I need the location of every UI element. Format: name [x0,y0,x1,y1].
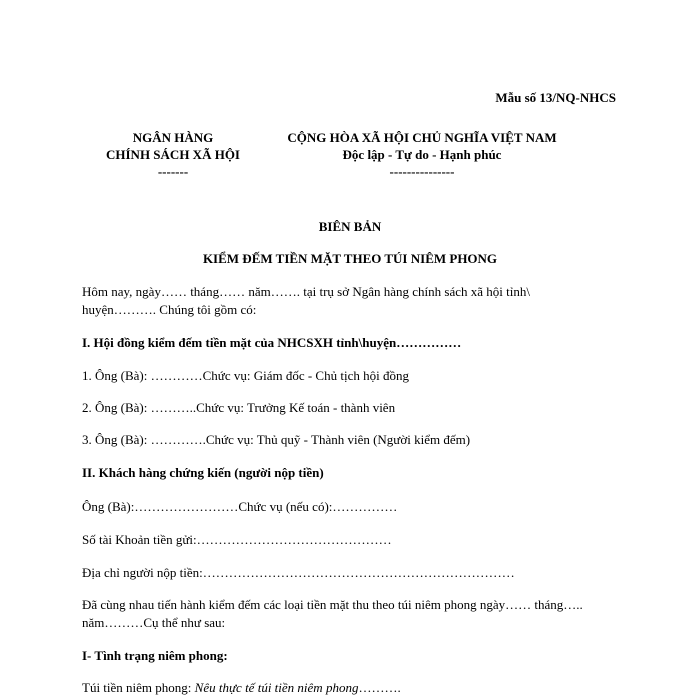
procedure-line-2: năm………Cụ thể như sau: [82,615,226,630]
member-1: 1. Ông (Bà): …………Chức vụ: Giám đốc - Chủ tịch hội đồng [82,368,409,383]
org-dashes: ------- [157,164,189,179]
section2-heading: II. Khách hàng chứng kiến (người nộp tiền) [82,465,324,480]
seal-status-heading: I- Tình trạng niêm phong: [82,648,228,663]
sealed-bag-line [82,680,401,696]
document-title: BIÊN BẢN [318,219,382,234]
address-field: Địa chỉ người nộp tiền:……………………………………………………………… [82,565,515,580]
national-dashes: --------------- [389,164,455,179]
intro-line-1: Hôm nay, ngày…… tháng…… năm……. tại trụ sở Ngân hàng chính sách xã hội tỉnh\ [82,284,530,299]
witness-name-field: Ông (Bà):……………………Chức vụ (nếu có):…………… [82,499,398,514]
member-2: 2. Ông (Bà): ………..Chức vụ: Trưởng Kế toán - thành viên [82,400,396,415]
document-subtitle: KIỂM ĐẾM TIỀN MẶT THEO TÚI NIÊM PHONG [202,251,498,266]
org-name-line2: CHÍNH SÁCH XÃ HỘI [106,147,240,162]
national-header [276,129,568,180]
org-header [100,129,246,180]
org-name-line1: NGÂN HÀNG [132,130,214,145]
account-number-field: Số tài Khoản tiền gửi:……………………………………… [82,532,392,547]
sealed-bag-dots: ………. [358,680,401,695]
sealed-bag-label: Túi tiền niêm phong: [82,680,195,695]
form-number: Mẫu số 13/NQ-NHCS [495,90,616,105]
procedure-line-1: Đã cùng nhau tiến hành kiểm đếm các loại tiền mặt thu theo túi niêm phong ngày…… tháng….. [82,597,583,612]
national-title: CỘNG HÒA XÃ HỘI CHỦ NGHĨA VIỆT NAM [287,130,557,145]
section1-heading: I. Hội đồng kiểm đếm tiền mặt của NHCSXH tỉnh\huyện…………… [82,335,462,350]
member-3: 3. Ông (Bà): ………….Chức vụ: Thủ quỹ - Thành viên (Người kiểm đếm) [82,432,471,447]
national-motto: Độc lập - Tự do - Hạnh phúc [342,147,502,162]
sealed-bag-note: Nêu thực tế túi tiền niêm phong [194,680,359,695]
intro-line-2: huyện………. Chúng tôi gồm có: [82,302,257,317]
